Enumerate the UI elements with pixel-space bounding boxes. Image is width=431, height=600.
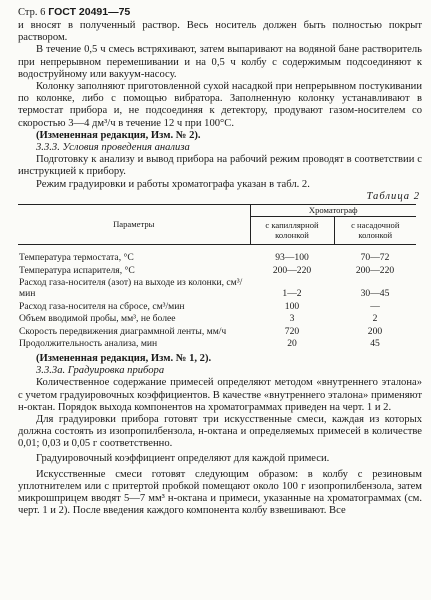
- row-label: Скорость передвижения диаграммной ленты, мм/ч: [19, 325, 227, 337]
- paragraph: Градуировочный коэффициент определяют для каждой примеси.: [36, 452, 330, 464]
- cell-packed: 45: [370, 338, 380, 350]
- table-row: [18, 301, 416, 314]
- row-label: Продолжительность анализа, мин: [19, 338, 158, 350]
- row-label: Расход газа-носителя (азот) на выходе из колонки, см³/мин: [19, 277, 243, 300]
- page-number: Стр. 6: [18, 7, 46, 18]
- table-caption: Таблица 2: [366, 190, 420, 202]
- section-heading: 3.3.3а. Градуировка прибора: [36, 365, 165, 377]
- table-row: [18, 245, 416, 265]
- paragraph: Подготовку к анализу и вывод прибора на рабочий режим проводят в соответствии с инструкцией к прибору.: [18, 154, 422, 178]
- table-row: [18, 326, 416, 339]
- edition-note: (Измененная редакция, Изм. № 2).: [36, 129, 201, 141]
- cell-packed: 200: [367, 325, 383, 337]
- column-header-group: Хроматограф: [250, 205, 416, 217]
- paragraph: Искусственные смеси готовят следующим образом: в колбу с резиновым уплотнителем или с притертой пробкой помещают около 100 г изопропилбензола, затем микрошприцем вводят 5—7 мм³ н-октана и примеси, указанные на хроматограммах (см. черт. 1 и 2). После введения каждого компонента колбу взвешивают. Все: [18, 468, 422, 517]
- cell-capillary: 720: [284, 325, 300, 337]
- cell-packed: 200—220: [355, 264, 395, 276]
- parameters-table: [18, 204, 416, 351]
- table-row: [18, 338, 416, 351]
- paragraph: и вносят в полученный раствор. Весь носитель должен быть полностью покрыт раствором.: [18, 20, 422, 44]
- cell-packed: —: [370, 300, 380, 312]
- column-header-packed: с насадочной колонкой: [334, 217, 416, 245]
- table-row: [18, 313, 416, 326]
- row-label: Расход газа-носителя на сбросе, см³/мин: [19, 300, 185, 312]
- standard-code: ГОСТ 20491—75: [48, 6, 131, 18]
- cell-capillary: 200—220: [272, 264, 312, 276]
- row-label: Температура испарителя, °С: [19, 264, 135, 276]
- paragraph: Колонку заполняют приготовленной сухой насадкой при непрерывном постукивании по колонке, либо с помощью вибратора. Заполненную колонку устанавливают в термостат прибора и, не подсоединяя к детектору, продувают газом-носителем со скоростью 3—4 дм³/ч в течение 12 ч при 100°С.: [18, 81, 422, 129]
- column-header-params: Параметры: [113, 218, 155, 229]
- paragraph: Режим градуировки и работы хроматографа указан в табл. 2.: [36, 178, 310, 190]
- edition-note: (Измененная редакция, Изм. № 1, 2).: [36, 353, 212, 365]
- cell-capillary: 20: [287, 338, 297, 350]
- row-label: Объем вводимой пробы, мм³, не более: [19, 313, 176, 325]
- cell-capillary: 93—100: [275, 252, 309, 264]
- cell-packed: 30—45: [360, 288, 390, 300]
- cell-packed: 2: [372, 313, 378, 325]
- cell-packed: 70—72: [360, 252, 390, 264]
- table-row: [18, 277, 416, 300]
- row-label: Температура термостата, °С: [19, 252, 134, 264]
- paragraph: Для градуировки прибора готовят три искусственные смеси, каждая из которых должна состоять из изопропилбензола, н-октана и определяемых примесей в количестве 0,01; 0,03 и 0,05 г соответственно.: [18, 414, 422, 450]
- table-row: [18, 265, 416, 278]
- cell-capillary: 100: [284, 300, 300, 312]
- page-header: [18, 6, 422, 20]
- paragraph: В течение 0,5 ч смесь встряхивают, затем выпаривают на водяной бане растворитель при непрерывном перемешивании и на 0,5 ч колбу с содержимым подсоединяют к водоструйному или вакуум-насосу.: [18, 44, 422, 80]
- section-heading: 3.3.3. Условия проведения анализа: [36, 142, 190, 154]
- cell-capillary: 1—2: [282, 288, 302, 300]
- cell-capillary: 3: [289, 313, 295, 325]
- column-header-capillary: с капиллярной колонкой: [250, 217, 334, 245]
- document-page: [18, 6, 422, 518]
- paragraph: Количественное содержание примесей определяют методом «внутреннего эталона» с учетом градуировочных коэффициентов. В качестве «внутреннего эталона» применяют н-октан. Порядок выхода компонентов на хроматограммах приведен на черт. 1 и 2.: [18, 377, 422, 413]
